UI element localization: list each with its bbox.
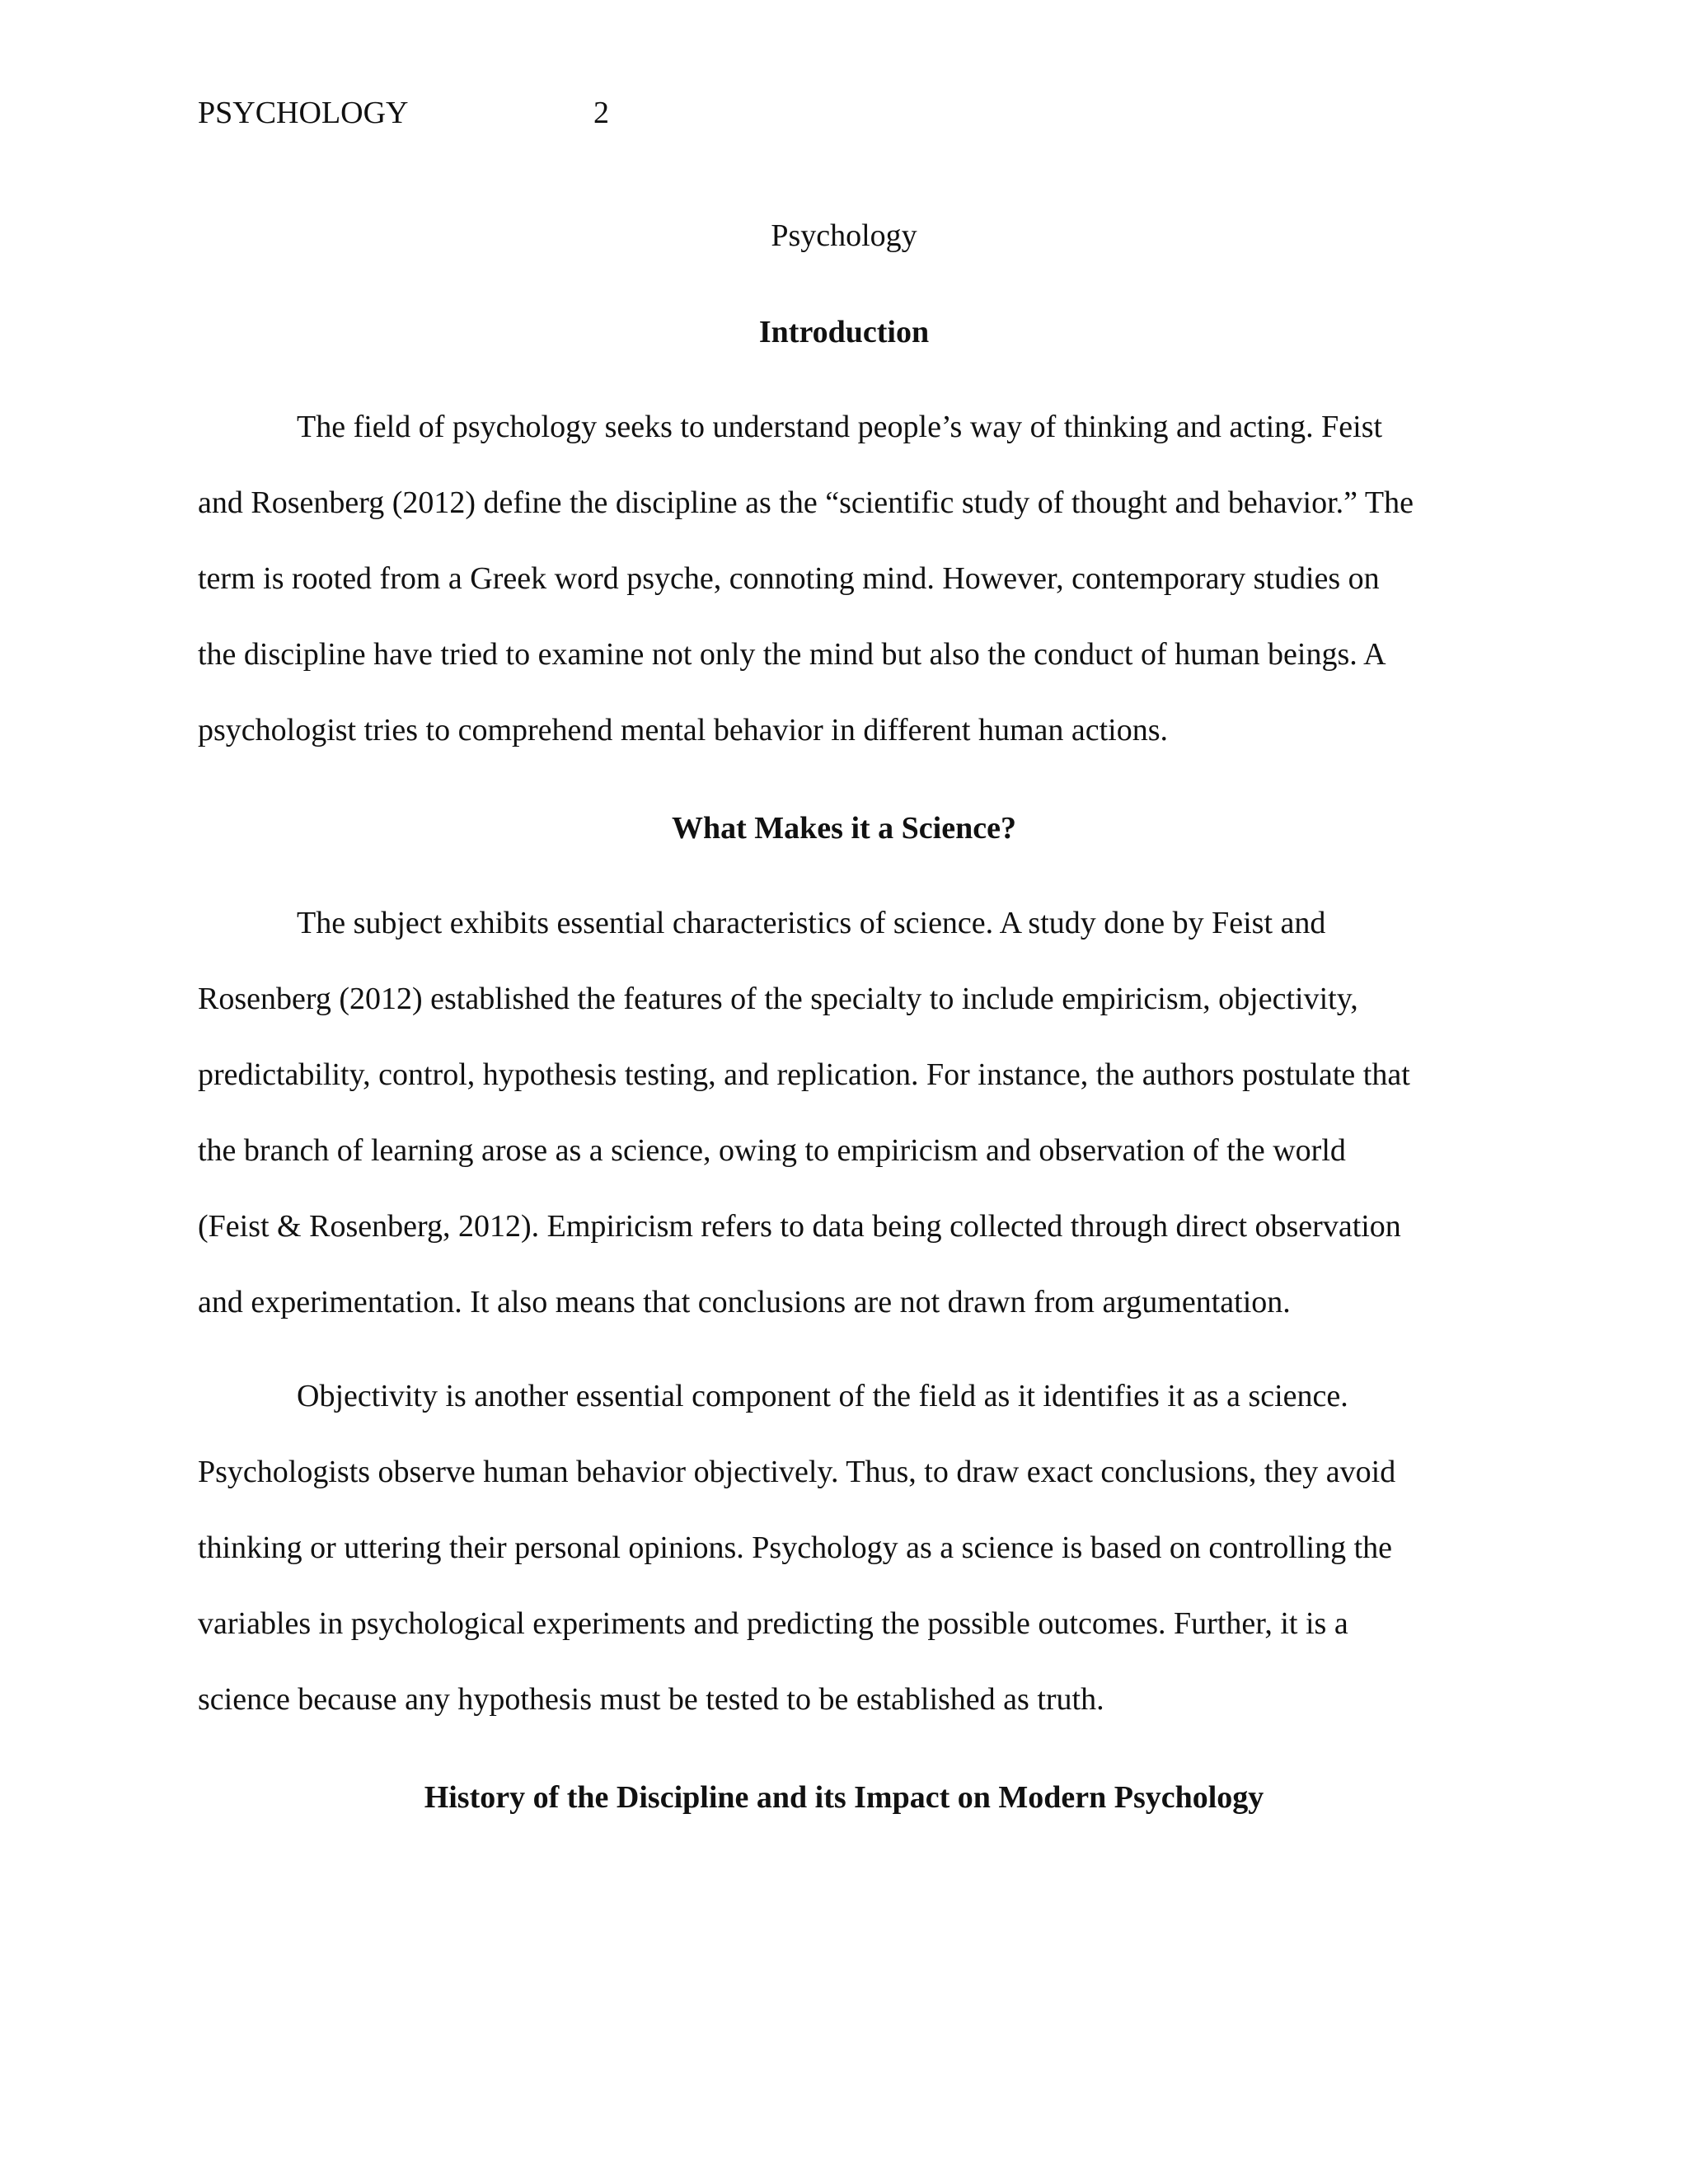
paragraph-line: science because any hypothesis must be tested to be established as truth. — [198, 1682, 1104, 1717]
paragraph-line: and experimentation. It also means that conclusions are not drawn from argumentation. — [198, 1285, 1291, 1319]
paragraph-line: variables in psychological experiments and predicting the possible outcomes. Further, it is a — [198, 1606, 1348, 1641]
paragraph-line: thinking or uttering their personal opinions. Psychology as a science is based on controlling the — [198, 1530, 1393, 1565]
running-head — [198, 96, 609, 130]
paragraph-line: the branch of learning arose as a science, owing to empiricism and observation of the world — [198, 1133, 1346, 1168]
section-heading-introduction: Introduction — [758, 315, 930, 349]
paragraph-line: Psychologists observe human behavior objectively. Thus, to draw exact conclusions, they avoid — [198, 1455, 1396, 1489]
running-head-title: PSYCHOLOGY — [198, 96, 409, 130]
paragraph-line: term is rooted from a Greek word psyche, connoting mind. However, contemporary studies on — [198, 561, 1380, 596]
paragraph-line: Rosenberg (2012) established the features of the specialty to include empiricism, objectivity, — [198, 982, 1358, 1016]
section-heading-science: What Makes it a Science? — [672, 811, 1016, 846]
paragraph-line: and Rosenberg (2012) define the discipline as the “scientific study of thought and behavior.” The — [198, 485, 1414, 520]
document-body — [198, 181, 1490, 1836]
section-heading-history: History of the Discipline and its Impact on Modern Psychology — [424, 1780, 1264, 1815]
paragraph-line: The subject exhibits essential characteristics of science. A study done by Feist and — [297, 906, 1326, 940]
paragraph-line: The field of psychology seeks to understand people’s way of thinking and acting. Feist — [297, 410, 1383, 444]
paragraph — [198, 885, 1490, 1340]
paragraph-line: psychologist tries to comprehend mental behavior in different human actions. — [198, 713, 1168, 748]
paragraph-line: the discipline have tried to examine not only the mind but also the conduct of human beings. A — [198, 637, 1386, 672]
page-number: 2 — [593, 96, 609, 130]
paragraph — [198, 1358, 1490, 1737]
paragraph — [198, 389, 1490, 768]
paragraph-line: predictability, control, hypothesis testing, and replication. For instance, the authors postulate that — [198, 1057, 1410, 1092]
paragraph-line: Objectivity is another essential component of the field as it identifies it as a science. — [297, 1379, 1348, 1413]
document-title: Psychology — [771, 218, 917, 253]
paragraph-line: (Feist & Rosenberg, 2012). Empiricism refers to data being collected through direct observation — [198, 1209, 1401, 1244]
